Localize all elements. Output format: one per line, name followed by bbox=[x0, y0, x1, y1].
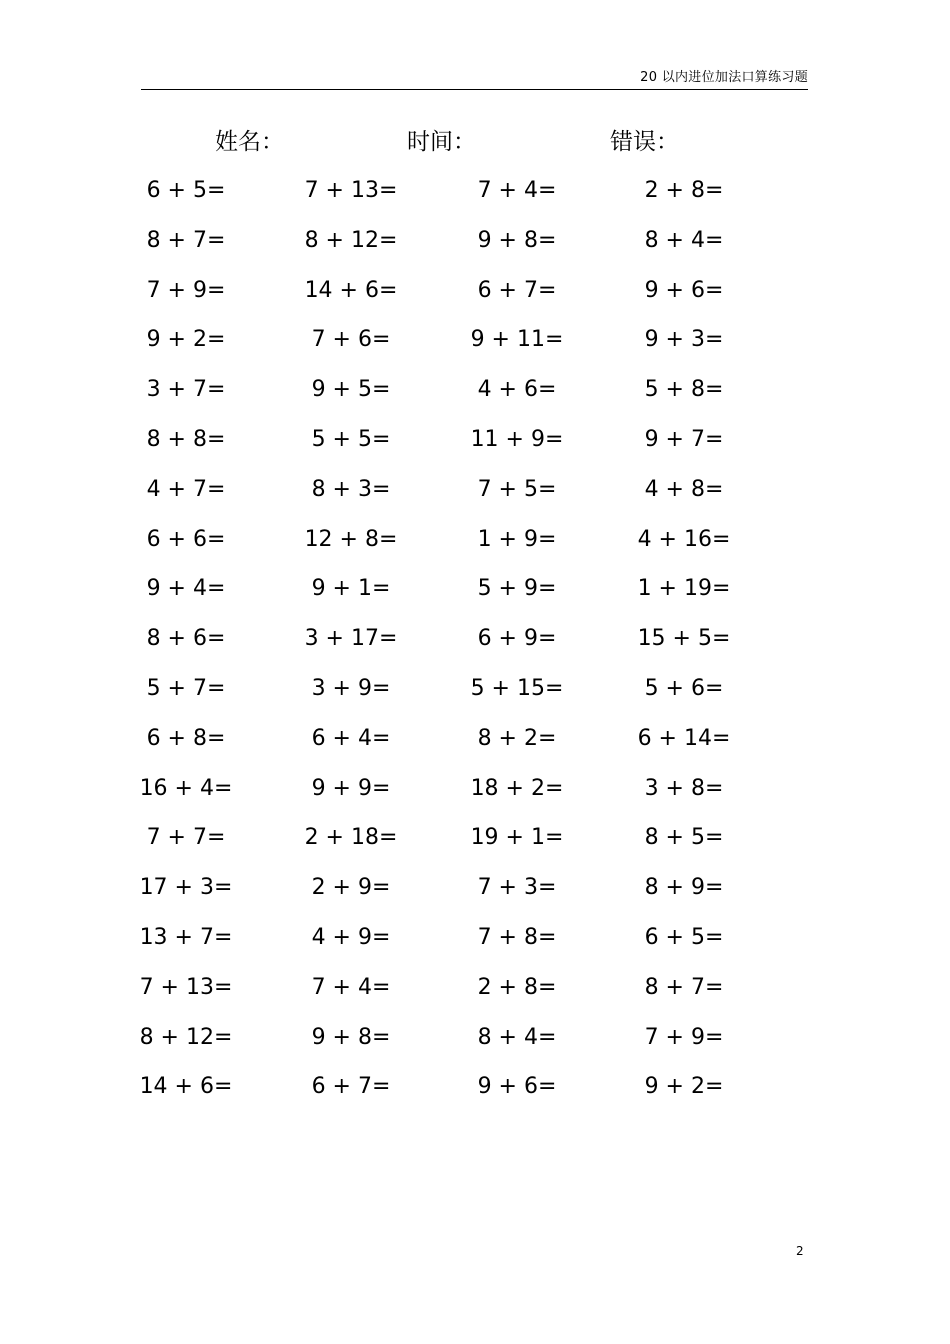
problem-c4-r14: 8 + 5= bbox=[644, 825, 724, 851]
problem-c1-r9: 9 + 4= bbox=[146, 576, 226, 602]
problem-c4-r15: 8 + 9= bbox=[644, 875, 724, 901]
problem-c4-r18: 7 + 9= bbox=[644, 1024, 724, 1050]
problem-c3-r5: 4 + 6= bbox=[477, 377, 557, 403]
problem-c1-r1: 6 + 5= bbox=[146, 178, 226, 203]
problem-c3-r13: 18 + 2= bbox=[470, 775, 564, 801]
problem-c4-r13: 3 + 8= bbox=[644, 775, 724, 801]
problem-c4-r10: 15 + 5= bbox=[637, 626, 731, 652]
problem-c1-r3: 7 + 9= bbox=[146, 277, 226, 303]
problem-c4-r8: 4 + 16= bbox=[637, 526, 731, 552]
problem-c1-r11: 5 + 7= bbox=[146, 676, 226, 701]
header-title: 20 以内进位加法口算练习题 bbox=[640, 70, 808, 85]
problem-c3-r17: 2 + 8= bbox=[477, 974, 557, 1000]
problem-c2-r1: 7 + 13= bbox=[304, 178, 398, 203]
problem-c2-r8: 12 + 8= bbox=[304, 526, 398, 552]
problem-c4-r12: 6 + 14= bbox=[637, 725, 731, 751]
problem-c3-r8: 1 + 9= bbox=[477, 526, 557, 552]
problem-c3-r4: 9 + 11= bbox=[470, 327, 564, 353]
problem-c1-r13: 16 + 4= bbox=[139, 775, 233, 801]
problem-c3-r11: 5 + 15= bbox=[470, 676, 564, 701]
problem-c3-r18: 8 + 4= bbox=[477, 1024, 557, 1050]
problem-c2-r5: 9 + 5= bbox=[311, 377, 391, 403]
problem-c3-r10: 6 + 9= bbox=[477, 626, 557, 652]
problem-c2-r17: 7 + 4= bbox=[311, 974, 391, 1000]
problem-c3-r6: 11 + 9= bbox=[470, 427, 564, 452]
problem-c2-r9: 9 + 1= bbox=[311, 576, 391, 602]
problem-c4-r2: 8 + 4= bbox=[644, 227, 724, 253]
problem-c1-r6: 8 + 8= bbox=[146, 427, 226, 452]
problem-c2-r11: 3 + 9= bbox=[311, 676, 391, 701]
problem-c3-r3: 6 + 7= bbox=[477, 277, 557, 303]
problem-c4-r3: 9 + 6= bbox=[644, 277, 724, 303]
problem-c1-r12: 6 + 8= bbox=[146, 725, 226, 751]
problem-c3-r2: 9 + 8= bbox=[477, 227, 557, 253]
problem-c1-r2: 8 + 7= bbox=[146, 227, 226, 253]
problem-c2-r19: 6 + 7= bbox=[311, 1074, 391, 1100]
problem-c2-r14: 2 + 18= bbox=[304, 825, 398, 851]
problem-c1-r15: 17 + 3= bbox=[139, 875, 233, 901]
errors-label: 错误： bbox=[610, 129, 679, 155]
problem-c4-r1: 2 + 8= bbox=[644, 178, 724, 203]
time-label: 时间： bbox=[407, 129, 476, 155]
problem-c2-r6: 5 + 5= bbox=[311, 427, 391, 452]
header-divider bbox=[141, 89, 808, 90]
problem-c4-r9: 1 + 19= bbox=[637, 576, 731, 602]
problem-c4-r11: 5 + 6= bbox=[644, 676, 724, 701]
problem-c1-r5: 3 + 7= bbox=[146, 377, 226, 403]
problem-c4-r4: 9 + 3= bbox=[644, 327, 724, 353]
problem-c2-r10: 3 + 17= bbox=[304, 626, 398, 652]
page-number: 2 bbox=[796, 1244, 804, 1258]
problem-c1-r10: 8 + 6= bbox=[146, 626, 226, 652]
problem-c2-r18: 9 + 8= bbox=[311, 1024, 391, 1050]
problem-c3-r12: 8 + 2= bbox=[477, 725, 557, 751]
problem-c1-r8: 6 + 6= bbox=[146, 526, 226, 552]
problem-c4-r7: 4 + 8= bbox=[644, 476, 724, 502]
problem-c3-r1: 7 + 4= bbox=[477, 178, 557, 203]
problem-c1-r4: 9 + 2= bbox=[146, 327, 226, 353]
problem-c2-r7: 8 + 3= bbox=[311, 476, 391, 502]
problem-c3-r14: 19 + 1= bbox=[470, 825, 564, 851]
problem-c2-r15: 2 + 9= bbox=[311, 875, 391, 901]
problem-c3-r7: 7 + 5= bbox=[477, 476, 557, 502]
problem-c3-r19: 9 + 6= bbox=[477, 1074, 557, 1100]
problem-c2-r2: 8 + 12= bbox=[304, 227, 398, 253]
problem-c1-r7: 4 + 7= bbox=[146, 476, 226, 502]
problem-c4-r17: 8 + 7= bbox=[644, 974, 724, 1000]
problem-c1-r14: 7 + 7= bbox=[146, 825, 226, 851]
problem-c1-r16: 13 + 7= bbox=[139, 925, 233, 950]
problem-c4-r5: 5 + 8= bbox=[644, 377, 724, 403]
problem-c2-r12: 6 + 4= bbox=[311, 725, 391, 751]
problem-c1-r19: 14 + 6= bbox=[139, 1074, 233, 1100]
problem-c4-r19: 9 + 2= bbox=[644, 1074, 724, 1100]
problem-c3-r16: 7 + 8= bbox=[477, 925, 557, 950]
problem-c1-r17: 7 + 13= bbox=[139, 974, 233, 1000]
problem-c4-r6: 9 + 7= bbox=[644, 427, 724, 452]
problem-c2-r16: 4 + 9= bbox=[311, 925, 391, 950]
student-info-fields bbox=[0, 124, 950, 164]
problem-c2-r4: 7 + 6= bbox=[311, 327, 391, 353]
problem-c2-r3: 14 + 6= bbox=[304, 277, 398, 303]
problem-c4-r16: 6 + 5= bbox=[644, 925, 724, 950]
problem-c2-r13: 9 + 9= bbox=[311, 775, 391, 801]
problem-c3-r15: 7 + 3= bbox=[477, 875, 557, 901]
problem-c1-r18: 8 + 12= bbox=[139, 1024, 233, 1050]
name-label: 姓名： bbox=[215, 129, 284, 155]
problem-c3-r9: 5 + 9= bbox=[477, 576, 557, 602]
